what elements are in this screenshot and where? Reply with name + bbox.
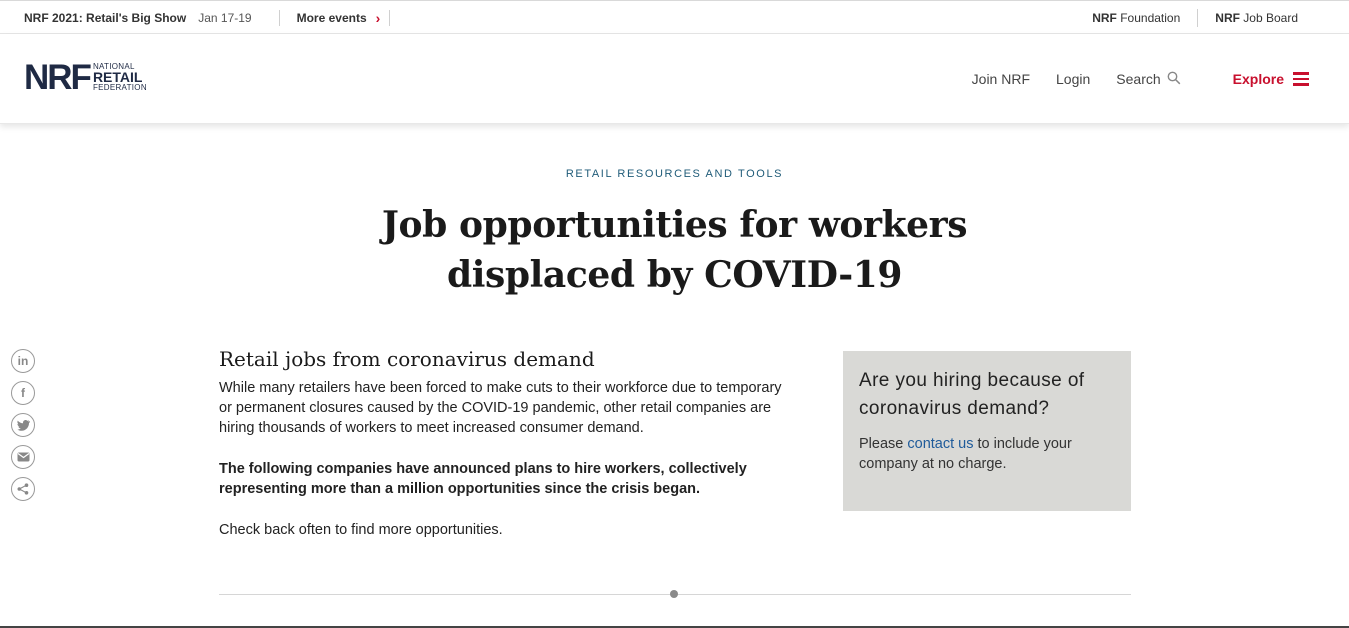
hiring-callout-box [843, 351, 1131, 511]
explore-menu-button[interactable] [1233, 71, 1309, 87]
link-bold: NRF [1092, 11, 1117, 25]
utility-left [24, 1, 390, 35]
event-date: Jan 17-19 [198, 11, 252, 25]
section-divider [219, 594, 1131, 595]
check-back-paragraph: Check back often to find more opportunities. [219, 522, 503, 538]
title-line: Job opportunities for workers [381, 204, 968, 246]
join-nrf-link[interactable]: Join NRF [971, 71, 1031, 87]
callout-text-pre: Please [859, 436, 908, 452]
search-label: Search [1116, 71, 1161, 87]
utility-bar [0, 0, 1349, 34]
facebook-icon[interactable]: f [11, 381, 35, 405]
link-text: Foundation [1116, 11, 1181, 25]
logo-line: RETAIL [92, 69, 143, 85]
logo-words [93, 63, 147, 92]
logo-line: FEDERATION [92, 83, 147, 92]
divider [279, 10, 280, 26]
callout-heading: Are you hiring because of coronavirus demand? [859, 370, 1085, 419]
twitter-icon[interactable] [11, 413, 35, 437]
more-events-label: More events [296, 11, 367, 25]
nrf-job-board-link[interactable] [1215, 11, 1298, 25]
search-icon [1167, 71, 1181, 88]
section-heading: Retail jobs from coronavirus demand [219, 347, 595, 371]
linkedin-icon[interactable]: in [11, 349, 35, 373]
page-title [0, 200, 1349, 300]
social-share-rail [11, 349, 35, 501]
callout-text-post: to include your company at no charge. [859, 436, 1072, 472]
hamburger-menu-icon [1293, 72, 1309, 86]
site-header [0, 34, 1349, 124]
article-body [219, 345, 789, 540]
main-nav [946, 34, 1309, 124]
divider-dot [670, 590, 678, 598]
login-link[interactable]: Login [1056, 71, 1091, 87]
divider [389, 10, 390, 26]
logo-line: NATIONAL [92, 62, 135, 71]
bold-paragraph: The following companies have announced plans to hire workers, collectively representing more than a million opportunities since the crisis began. [219, 461, 747, 497]
logo-mark: NRF [24, 58, 90, 97]
intro-paragraph: While many retailers have been forced to make cuts to their workforce due to temporary or permanent closures caused by the COVID-19 pandemic, other retail companies are hiring thousands of workers to meet increased consumer demand. [219, 380, 782, 436]
contact-us-link[interactable]: contact us [907, 436, 974, 452]
link-bold: NRF [1215, 11, 1240, 25]
divider [1197, 9, 1198, 27]
event-link[interactable]: NRF 2021: Retail's Big Show [24, 11, 187, 25]
email-icon[interactable] [11, 445, 35, 469]
share-icon[interactable] [11, 477, 35, 501]
nrf-logo[interactable] [24, 58, 147, 97]
explore-label: Explore [1232, 71, 1284, 87]
nrf-foundation-link[interactable] [1092, 11, 1180, 25]
chevron-right-icon: › [375, 10, 381, 26]
section-eyebrow[interactable]: RETAIL RESOURCES AND TOOLS [565, 168, 784, 180]
utility-right [1092, 1, 1349, 35]
title-line: displaced by COVID-19 [446, 254, 903, 296]
search-button[interactable] [1116, 71, 1180, 88]
link-text: Job Board [1239, 11, 1298, 25]
more-events-link[interactable] [297, 10, 381, 26]
callout-text [859, 434, 1115, 474]
